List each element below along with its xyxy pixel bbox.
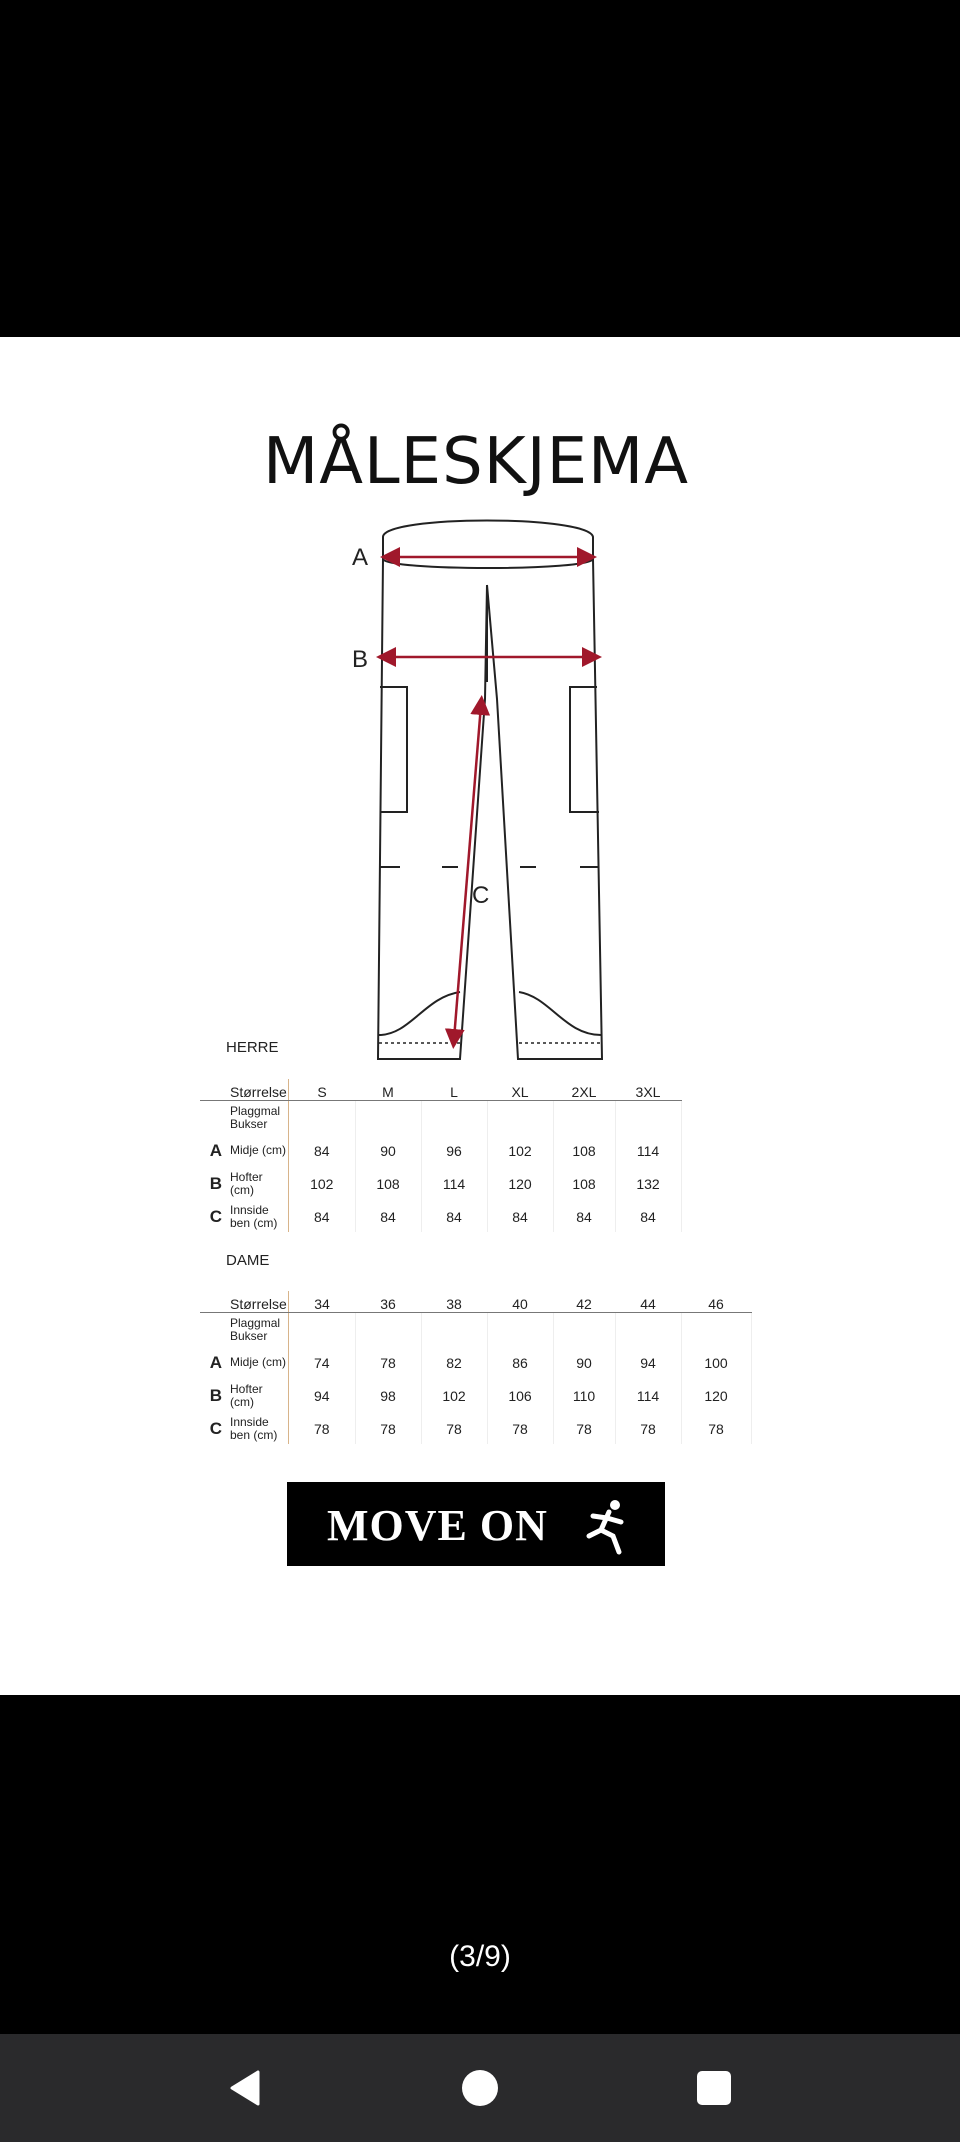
page-counter: (3/9) — [449, 1940, 511, 1973]
waistband-shape — [383, 521, 593, 569]
right-leg-outline — [487, 559, 602, 1059]
pants-diagram — [0, 337, 960, 1097]
table-row: A Midje (cm) 74 78 82 86 90 94 100 — [200, 1346, 751, 1379]
home-button[interactable] — [452, 2060, 508, 2116]
system-navbar — [0, 2034, 960, 2142]
table-header-row: Størrelse 34 36 38 40 42 44 46 — [200, 1291, 751, 1313]
left-hem-curve — [379, 992, 460, 1035]
dame-heading: DAME — [226, 1252, 270, 1269]
table-row: Plaggmal Bukser — [200, 1313, 751, 1347]
label-a: A — [352, 544, 369, 571]
table-row: B Hofter (cm) 94 98 102 106 110 114 120 — [200, 1379, 751, 1413]
table-row: A Midje (cm) 84 90 96 102 108 114 — [200, 1134, 681, 1167]
table-row: C Innside ben (cm) 78 78 78 78 78 78 78 — [200, 1413, 751, 1444]
left-leg-outline — [378, 559, 490, 1059]
arrow-c — [454, 705, 481, 1039]
back-button[interactable] — [218, 2060, 274, 2116]
recents-button[interactable] — [686, 2060, 742, 2116]
table-row: Plaggmal Bukser — [200, 1101, 681, 1135]
dame-size-table — [200, 1291, 752, 1444]
size-label: Størrelse — [226, 1291, 289, 1313]
right-hem-curve — [519, 992, 601, 1035]
size-label: Størrelse — [226, 1079, 289, 1101]
label-c: C — [472, 882, 490, 909]
runner-icon — [579, 1496, 639, 1556]
back-triangle-icon — [218, 2060, 274, 2116]
brand-logo — [287, 1482, 665, 1566]
herre-heading: HERRE — [226, 1039, 279, 1056]
table-header-row: Størrelse S M L XL 2XL 3XL — [200, 1079, 681, 1101]
label-b: B — [352, 646, 369, 673]
size-chart-image[interactable] — [0, 337, 960, 1695]
recents-square-icon — [686, 2060, 742, 2116]
home-circle-icon — [452, 2060, 508, 2116]
brand-name: MOVE ON — [327, 1501, 548, 1550]
table-row: B Hofter (cm) 102 108 114 120 108 132 — [200, 1167, 681, 1201]
herre-size-table — [200, 1079, 682, 1232]
table-row: C Innside ben (cm) 84 84 84 84 84 84 — [200, 1201, 681, 1232]
chart-title: MÅLESKJEMA — [263, 425, 689, 499]
left-pocket — [380, 687, 407, 812]
